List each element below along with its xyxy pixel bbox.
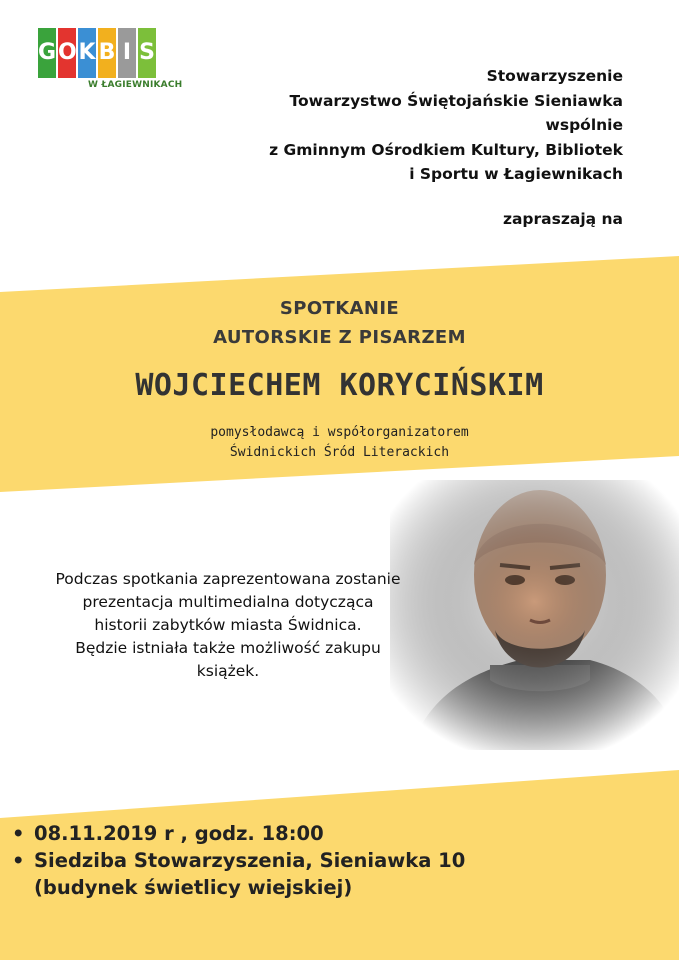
author-name: WOJCIECHEM KORYCIŃSKIM [135,368,544,403]
event-title-line2: AUTORSKIE Z PISARZEM [213,327,466,348]
logo-letter: G [38,28,56,78]
organizers-block [269,64,623,187]
description-line: historii zabytków miasta Świdnica. [94,616,362,634]
author-role-line1: pomysłodawcą i współorganizatorem [210,425,469,440]
organizers-line: Towarzystwo Świętojańskie Sieniawka [289,91,623,110]
bullet: • [12,849,25,872]
description-block [18,568,438,683]
datetime-text: 08.11.2019 r , godz. 18:00 [34,822,324,845]
organizers-line: z Gminnym Ośrodkiem Kultury, Bibliotek [269,140,623,159]
description-line: książek. [196,662,260,680]
logo-tiles [38,28,182,78]
logo-subtitle: W ŁAGIEWNIKACH [88,80,183,90]
bullet: • [12,822,25,845]
organizers-line: i Sportu w Łagiewnikach [409,165,623,183]
organizers-line: Stowarzyszenie [486,67,623,85]
gokbis-logo [38,28,182,90]
place-note: (budynek świetlicy wiejskiej) [34,876,353,899]
organizers-line: wspólnie [545,116,623,134]
author-role-line2: Świdnickich Śród Literackich [229,445,450,460]
place-text: Siedziba Stowarzyszenia, Sieniawka 10 [34,849,466,872]
logo-letter: I [118,28,136,78]
logo-letter: S [138,28,156,78]
logo-letter: B [98,28,116,78]
invite-text: zapraszają na [502,210,623,228]
logo-letter: K [78,28,96,78]
event-title-line1: SPOTKANIE [279,298,400,319]
description-line: Podczas spotkania zaprezentowana zostanie [55,570,401,588]
detail-place [12,847,465,874]
description-line: Będzie istniała także możliwość zakupu [75,639,381,657]
details-block [12,820,465,901]
detail-datetime [12,820,465,847]
logo-letter: O [58,28,76,78]
description-line: prezentacja multimedialna dotycząca [82,593,374,611]
